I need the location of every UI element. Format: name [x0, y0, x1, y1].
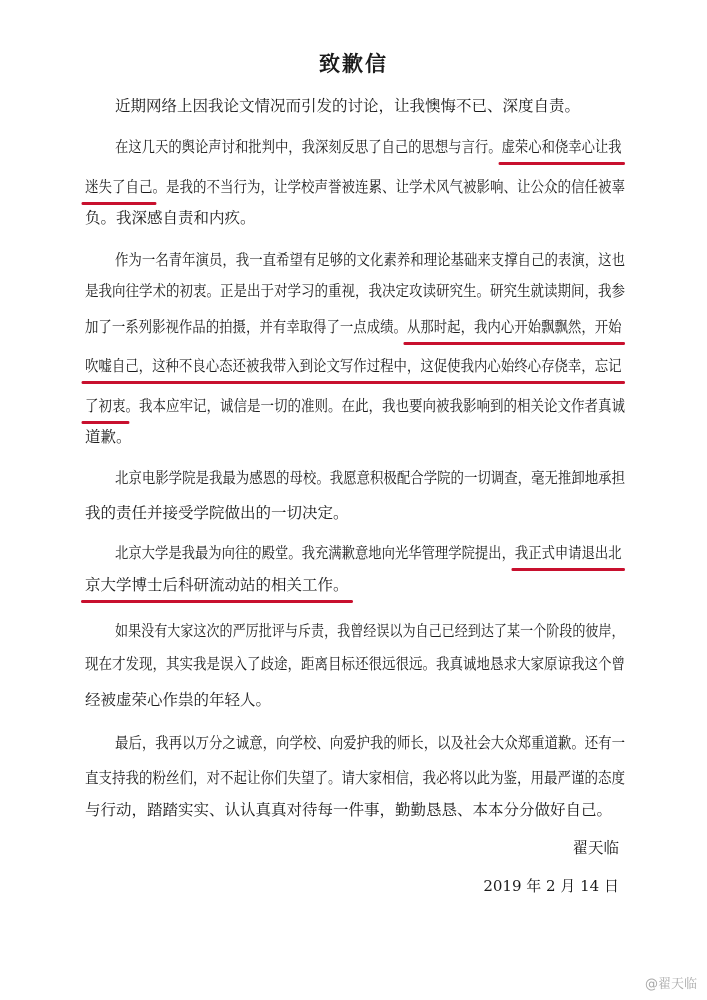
- paragraph-7-line-1: [115, 733, 625, 753]
- paragraph-6-line-3: [85, 690, 271, 710]
- paragraph-7-line-2: [85, 768, 625, 788]
- text-segment: 经被虚荣心作祟的年轻人。: [85, 691, 272, 709]
- paragraph-5-line-2: [85, 575, 349, 595]
- underlined-phrase: 迷失了自己: [85, 178, 153, 196]
- text-segment: 直支持我的粉丝们，对不起让你们失望了。请大家相信，我必将以此为鉴，用最严谨的态度: [85, 769, 626, 787]
- paragraph-6-line-1: [115, 621, 625, 641]
- text-segment: 道歉。: [85, 428, 132, 446]
- underlined-phrase: 吹嘘自己，这种不良心态还被我带入到论文写作过程中，这促使我内心始终心存侥幸，忘记: [85, 357, 622, 375]
- paragraph-5-line-1: [115, 543, 622, 563]
- paragraph-4-line-1: [115, 468, 625, 488]
- paragraph-3-line-4: [85, 356, 622, 376]
- weibo-watermark: @翟天临: [644, 977, 697, 992]
- letter-title: 致歉信: [319, 51, 388, 76]
- paragraph-3-line-2: [85, 281, 625, 301]
- paragraph-3-line-6: [85, 427, 132, 447]
- text-segment: 作为一名青年演员，我一直希望有足够的文化素养和理论基础来支撑自己的表演，这也: [115, 251, 626, 269]
- paragraph-2-line-3: [85, 208, 256, 228]
- text-segment: 与行动，踏踏实实、认认真真对待每一件事，勤勤恳恳、本本分分做好自己。: [85, 801, 613, 819]
- text-segment: 如果没有大家这次的严厉批评与斥责，我曾经误以为自己已经到达了某一个阶段的彼岸，: [115, 622, 625, 640]
- underlined-phrase: 从那时起，我内心开始飘飘然，开始: [406, 318, 622, 336]
- text-segment: 现在才发现，其实我是误入了歧途，距离目标还很远很远。我真诚地恳求大家原谅我这个曾: [85, 655, 626, 673]
- underlined-phrase: 我正式申请退出北: [514, 544, 622, 562]
- letter-date: 2019 年 2 月 14 日: [483, 877, 619, 895]
- text-segment: 是我向往学术的初衷。正是出于对学习的重视，我决定攻读研究生。研究生就读期间，我参: [85, 282, 626, 300]
- signature: 翟天临: [572, 839, 619, 857]
- text-segment: 在这几天的舆论声讨和批判中，我深刻反思了自己的思想与言行。: [115, 138, 502, 156]
- paragraph-3-line-5: [85, 396, 625, 416]
- paragraph-3-line-1: [115, 250, 625, 270]
- text-segment: 。是我的不当行为，让学校声誉被连累、让学术风气被影响、让公众的信任被辜: [152, 178, 626, 196]
- text-segment: 我的责任并接受学院做出的一切决定。: [85, 504, 349, 522]
- paragraph-3-line-3: [85, 317, 622, 337]
- underlined-phrase: 京大学博士后科研流动站的相关工作。: [85, 576, 349, 594]
- paragraph-2-line-1: [115, 137, 622, 157]
- text-segment: 负。我深感自责和内疚。: [85, 209, 256, 227]
- text-segment: 北京电影学院是我最为感恩的母校。我愿意积极配合学院的一切调查，毫无推卸地承担: [115, 469, 626, 487]
- paragraph-6-line-2: [85, 654, 625, 674]
- underlined-phrase: 了初衷: [85, 397, 126, 415]
- underlined-phrase: 虚荣心和侥幸心让我: [501, 138, 622, 156]
- text-segment: 北京大学是我最为向往的殿堂。我充满歉意地向光华管理学院提出，: [115, 544, 515, 562]
- paragraph-1-line-1: [115, 96, 580, 116]
- text-segment: 最后，我再以万分之诚意，向学校、向爱护我的师长，以及社会大众郑重道歉。还有一: [115, 734, 626, 752]
- paragraph-7-line-3: [85, 800, 612, 820]
- paragraph-2-line-2: [85, 177, 625, 197]
- text-segment: 近期网络上因我论文情况而引发的讨论，让我懊悔不已、深度自责。: [115, 97, 581, 115]
- paragraph-4-line-2: [85, 503, 349, 523]
- text-segment: 加了一系列影视作品的拍摄，并有幸取得了一点成绩。: [85, 318, 407, 336]
- text-segment: 。我本应牢记，诚信是一切的准则。在此，我也要向被我影响到的相关论文作者真诚: [125, 397, 626, 415]
